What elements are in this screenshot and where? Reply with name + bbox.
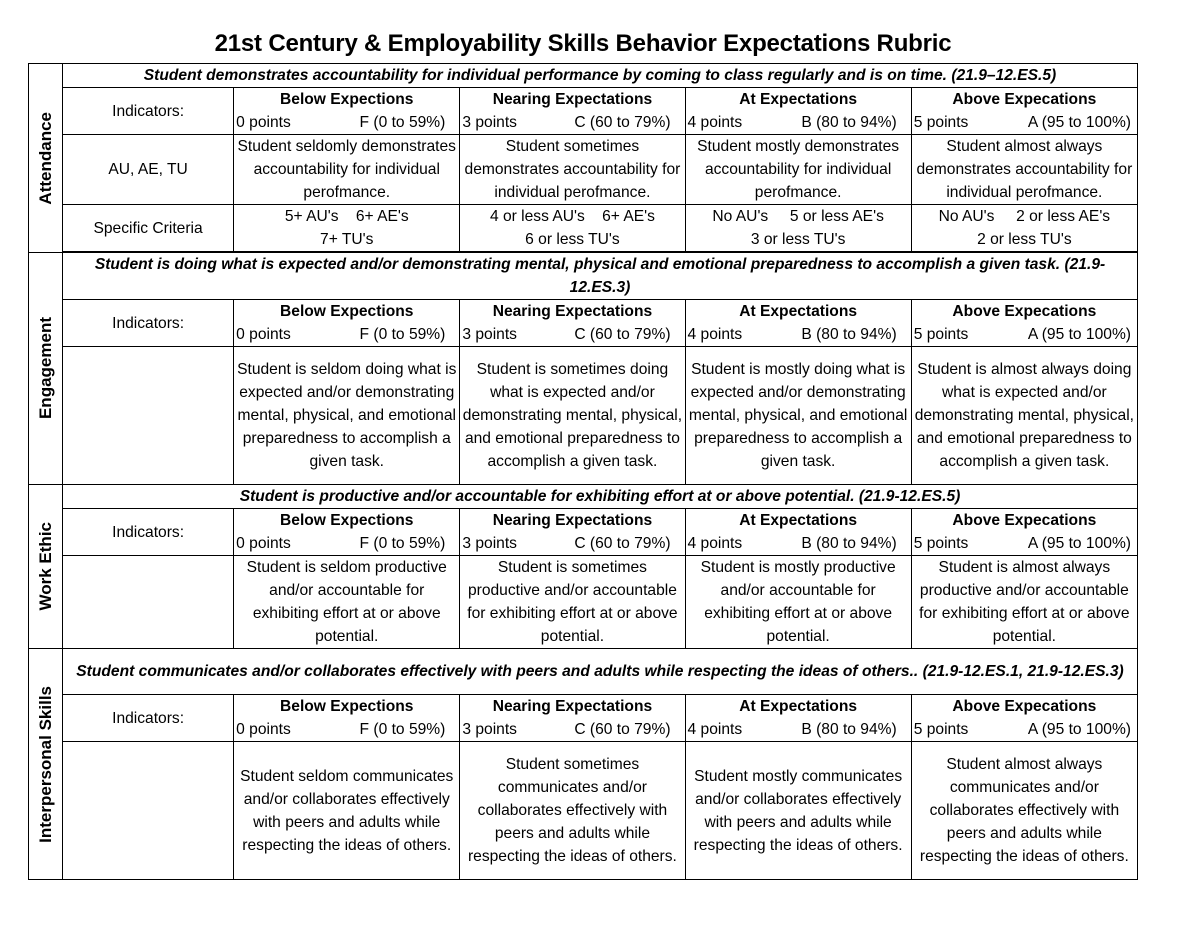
row-label <box>63 742 234 880</box>
description-cell: Student is seldom doing what is expected and/or demonstrating mental, physical, and emotional preparedness to accomplish a given task. <box>234 347 460 485</box>
indicators-row <box>29 300 1138 347</box>
section-statement: Student demonstrates accountability for individual performance by coming to class regularly and is on time. (21.9–12.ES.5) <box>63 64 1138 88</box>
indicators-label: Indicators: <box>63 509 234 556</box>
description-cell: Student mostly communicates and/or collaborates effectively with peers and adults while respecting the ideas of others. <box>685 742 911 880</box>
description-cell: Student almost always demonstrates accountability for individual perofmance. <box>911 135 1137 205</box>
description-cell: Student almost always communicates and/or collaborates effectively with peers and adults while respecting the ideas of others. <box>911 742 1137 880</box>
criteria-row <box>29 135 1138 205</box>
description-cell: Student is sometimes doing what is expected and/or demonstrating mental, physical, and emotional preparedness to accomplish a given task. <box>460 347 685 485</box>
level-header-at: At Expectations 4 points B (80 to 94%) <box>685 695 911 742</box>
indicators-row <box>29 509 1138 556</box>
description-cell: Student is almost always doing what is expected and/or demonstrating mental, physical, and emotional preparedness to accomplish a given task. <box>911 347 1137 485</box>
rubric-table <box>28 63 1138 880</box>
description-cell: Student sometimes communicates and/or collaborates effectively with peers and adults while respecting the ideas of others. <box>460 742 685 880</box>
description-cell: Student is almost always productive and/or accountable for exhibiting effort at or above potential. <box>911 556 1137 649</box>
section-statement: Student is doing what is expected and/or demonstrating mental, physical and emotional preparedness to accomplish a given task. (21.9-12.ES.3) <box>63 253 1138 300</box>
criteria-row <box>29 556 1138 649</box>
description-cell: Student is seldom productive and/or accountable for exhibiting effort at or above potential. <box>234 556 460 649</box>
page-title: 21st Century & Employability Skills Behavior Expectations Rubric <box>214 30 952 57</box>
level-header-nearing: Nearing Expectations 3 points C (60 to 79%) <box>460 88 685 135</box>
criteria-row <box>29 205 1138 252</box>
criteria-cell: 4 or less AU's 6+ AE's 6 or less TU's <box>460 205 685 252</box>
section-statement: Student is productive and/or accountable for exhibiting effort at or above potential. (21.9-12.ES.5) <box>63 485 1138 509</box>
level-header-below: Below Expections 0 points F (0 to 59%) <box>234 300 460 347</box>
indicators-label: Indicators: <box>63 695 234 742</box>
description-cell: Student is sometimes productive and/or accountable for exhibiting effort at or above potential. <box>460 556 685 649</box>
row-label <box>63 556 234 649</box>
description-cell: Student is mostly productive and/or accountable for exhibiting effort at or above potential. <box>685 556 911 649</box>
row-label: Specific Criteria <box>63 205 234 252</box>
criteria-row <box>29 347 1138 485</box>
level-header-at: At Expectations 4 points B (80 to 94%) <box>685 88 911 135</box>
level-header-at: At Expectations 4 points B (80 to 94%) <box>685 300 911 347</box>
level-header-at: At Expectations 4 points B (80 to 94%) <box>685 509 911 556</box>
criteria-cell: No AU's 2 or less AE's 2 or less TU's <box>911 205 1137 252</box>
description-cell: Student mostly demonstrates accountability for individual perofmance. <box>685 135 911 205</box>
level-header-below: Below Expections 0 points F (0 to 59%) <box>234 695 460 742</box>
level-header-nearing: Nearing Expectations 3 points C (60 to 79%) <box>460 300 685 347</box>
description-cell: Student seldomly demonstrates accountability for individual perofmance. <box>234 135 460 205</box>
indicators-label: Indicators: <box>63 88 234 135</box>
indicators-row <box>29 88 1138 135</box>
row-label <box>63 347 234 485</box>
level-header-above: Above Expecations 5 points A (95 to 100%) <box>911 300 1137 347</box>
section-label-engagement: Engagement <box>29 253 63 485</box>
section-label-interpersonal-skills: Interpersonal Skills <box>29 649 63 880</box>
section-label-attendance: Attendance <box>29 64 63 253</box>
description-cell: Student seldom communicates and/or collaborates effectively with peers and adults while respecting the ideas of others. <box>234 742 460 880</box>
level-header-nearing: Nearing Expectations 3 points C (60 to 79%) <box>460 695 685 742</box>
description-cell: Student sometimes demonstrates accountability for individual perofmance. <box>460 135 685 205</box>
row-label: AU, AE, TU <box>63 135 234 205</box>
level-header-above: Above Expecations 5 points A (95 to 100%) <box>911 695 1137 742</box>
level-header-above: Above Expecations 5 points A (95 to 100%) <box>911 509 1137 556</box>
level-header-nearing: Nearing Expectations 3 points C (60 to 79%) <box>460 509 685 556</box>
section-statement: Student communicates and/or collaborates effectively with peers and adults while respecting the ideas of others.. (21.9-12.ES.1, 21.9-12.ES.3) <box>63 649 1138 695</box>
indicators-row <box>29 695 1138 742</box>
criteria-cell: No AU's 5 or less AE's 3 or less TU's <box>685 205 911 252</box>
indicators-label: Indicators: <box>63 300 234 347</box>
level-header-below: Below Expections 0 points F (0 to 59%) <box>234 88 460 135</box>
level-header-above: Above Expecations 5 points A (95 to 100%) <box>911 88 1137 135</box>
level-header-below: Below Expections 0 points F (0 to 59%) <box>234 509 460 556</box>
description-cell: Student is mostly doing what is expected and/or demonstrating mental, physical, and emotional preparedness to accomplish a given task. <box>685 347 911 485</box>
section-label-work-ethic: Work Ethic <box>29 485 63 649</box>
criteria-cell: 5+ AU's 6+ AE's 7+ TU's <box>234 205 460 252</box>
criteria-row <box>29 742 1138 880</box>
